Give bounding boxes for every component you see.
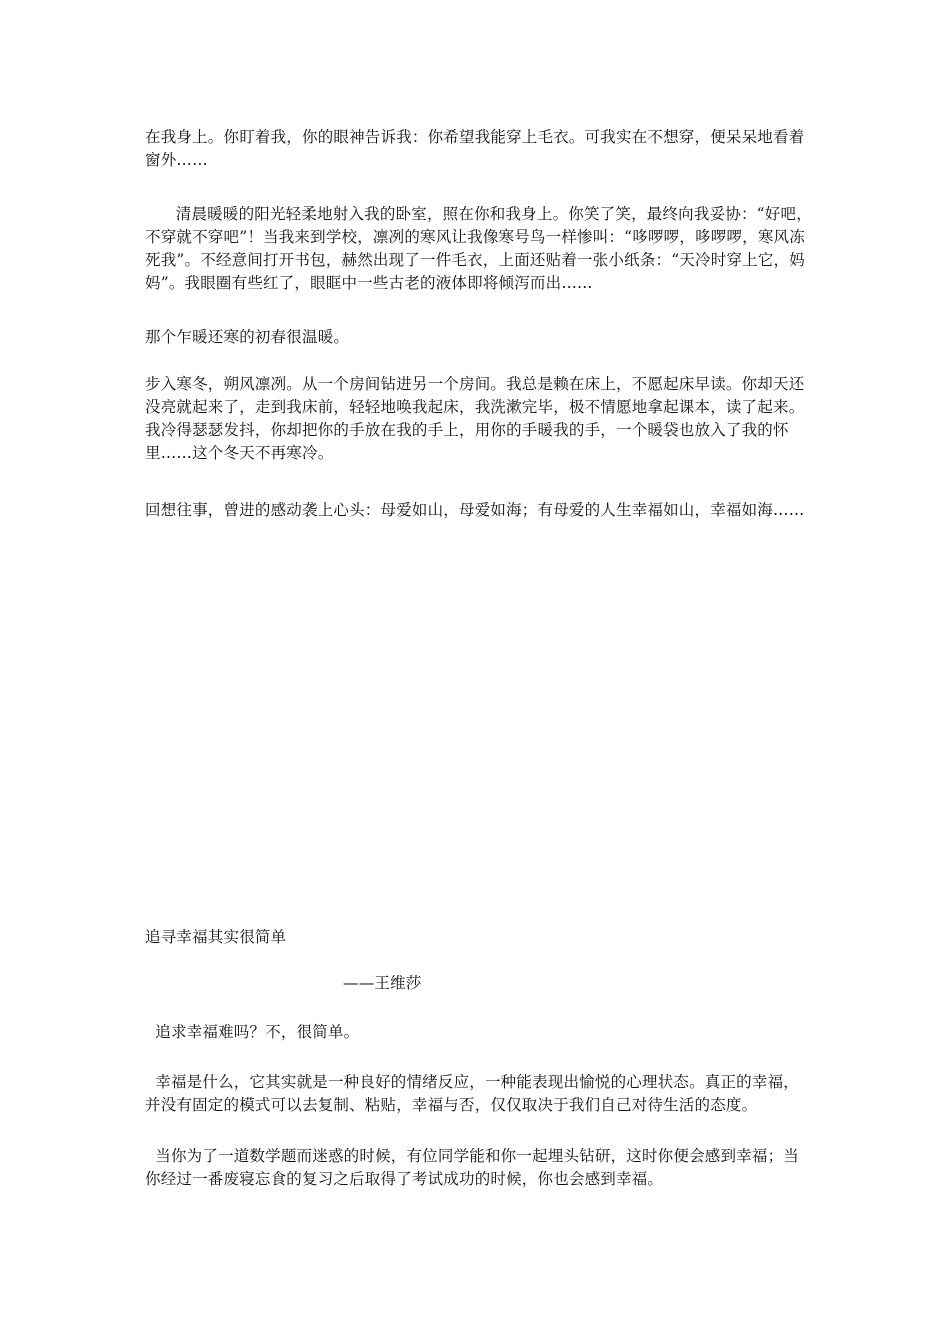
essay1-paragraph-5: 回想往事，曾进的感动袭上心头：母爱如山，母爱如海；有母爱的人生幸福如山，幸福如海…… <box>145 501 805 519</box>
essay1-paragraph-3: 那个乍暖还寒的初春很温暖。 <box>145 328 350 346</box>
essay2-paragraph-3: 当你为了一道数学题而迷惑的时候，有位同学能和你一起埋头钻研，这时你便会感到幸福；当你经过一番废寝忘食的复习之后取得了考试成功的时候，你也会感到幸福。 <box>145 1147 799 1188</box>
essay2-title: 追寻幸福其实很简单 <box>145 928 287 946</box>
essay1-paragraph-4: 步入寒冬，朔风凛冽。从一个房间钻进另一个房间。我总是赖在床上，不愿起床早读。你却天还没亮就起来了，走到我床前，轻轻地唤我起床，我洗漱完毕，极不情愿地拿起课本，读了起来。我冷得瑟瑟发抖，你却把你的手放在我的手上，用你的手暖我的手，一个暖袋也放入了我的怀里……这个冬天不再寒冷。 <box>145 375 805 462</box>
essay2-paragraph-2: 幸福是什么，它其实就是一种良好的情绪反应，一种能表现出愉悦的心理状态。真正的幸福，并没有固定的模式可以去复制、粘贴，幸福与否，仅仅取决于我们自己对待生活的态度。 <box>145 1073 799 1114</box>
essay2-author: ——王维莎 <box>343 974 422 992</box>
essay1-paragraph-2: 清晨暖暖的阳光轻柔地射入我的卧室，照在你和我身上。你笑了笑，最终向我妥协：“好吧，不穿就不穿吧”！当我来到学校，凛冽的寒风让我像寒号鸟一样惨叫：“哆啰啰，哆啰啰，寒风冻死我”。不经意间打开书包，赫然出现了一件毛衣，上面还贴着一张小纸条：“天冷时穿上它，妈妈”。我眼圈有些红了，眼眶中一些古老的液体即将倾泻而出…… <box>145 205 812 292</box>
essay1-paragraph-1: 在我身上。你盯着我，你的眼神告诉我：你希望我能穿上毛衣。可我实在不想穿，便呆呆地看着窗外…… <box>145 128 805 169</box>
essay2-paragraph-1: 追求幸福难吗？不，很简单。 <box>145 1023 360 1041</box>
